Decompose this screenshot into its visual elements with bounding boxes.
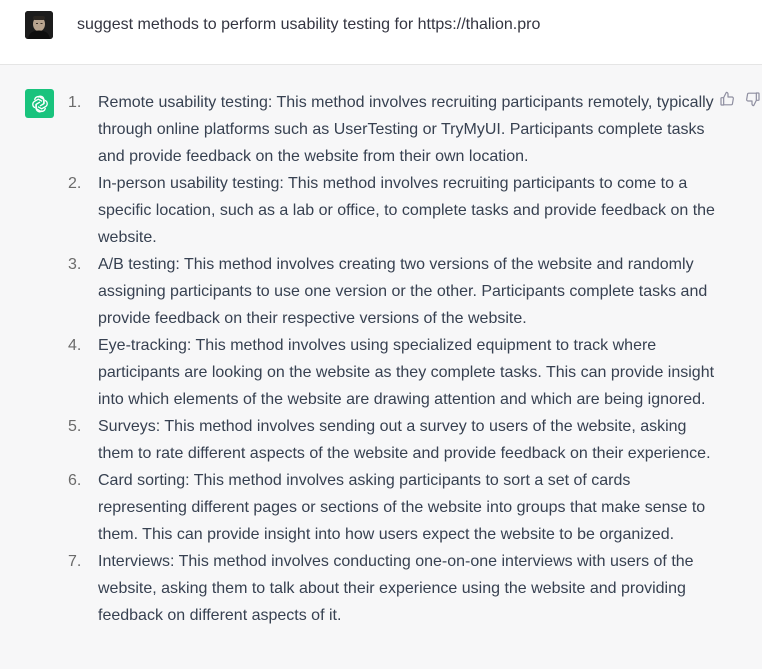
user-message-row (0, 0, 762, 65)
list-item (68, 89, 718, 170)
list-item-number: 2. (68, 175, 82, 192)
list-item-number: 7. (68, 553, 82, 570)
list-item-text: Remote usability testing: This method involves recruiting participants remotely, typically through online platforms such as UserTesting or TryMyUI. Participants complete tasks and provide feedback on the website from their own location. (98, 94, 714, 165)
list-item-text: In-person usability testing: This method involves recruiting participants to come to a specific location, such as a lab or office, to complete tasks and provide feedback on the website. (98, 175, 715, 246)
list-item (68, 170, 718, 251)
openai-logo-icon (30, 94, 50, 114)
feedback-buttons (719, 91, 761, 107)
assistant-message-row (0, 65, 762, 669)
user-avatar (25, 11, 53, 39)
answer-list (68, 89, 718, 629)
list-item-text: Eye-tracking: This method involves using specialized equipment to track where participants are looking on the website as they complete tasks. This can provide insight into which elements of the website are drawing attention and which are being ignored. (98, 337, 715, 408)
list-item (68, 413, 718, 467)
list-item-number: 6. (68, 472, 82, 489)
list-item (68, 467, 718, 548)
user-photo-avatar-icon (25, 11, 53, 39)
assistant-avatar (25, 89, 54, 118)
list-item (68, 251, 718, 332)
list-item (68, 548, 718, 629)
list-item-text: A/B testing: This method involves creating two versions of the website and randomly assigning participants to use one version or the other. Participants complete tasks and provide feedback on their respective versions of the website. (98, 256, 708, 327)
list-item-number: 5. (68, 418, 82, 435)
list-item-number: 4. (68, 337, 82, 354)
user-message-text: suggest methods to perform usability testing for https://thalion.pro (77, 16, 541, 33)
list-item-number: 3. (68, 256, 82, 273)
thumbs-down-icon (745, 91, 761, 107)
thumbs-up-icon (719, 91, 735, 107)
list-item-number: 1. (68, 94, 82, 111)
list-item (68, 332, 718, 413)
list-item-text: Card sorting: This method involves asking participants to sort a set of cards representing different pages or sections of the website into groups that make sense to them. This can provide insight into how users expect the website to be organized. (98, 472, 706, 543)
thumbs-up-button[interactable] (719, 91, 735, 107)
thumbs-down-button[interactable] (745, 91, 761, 107)
list-item-text: Surveys: This method involves sending out a survey to users of the website, asking them to rate different aspects of the website and provide feedback on their experience. (98, 418, 711, 462)
list-item-text: Interviews: This method involves conducting one-on-one interviews with users of the website, asking them to talk about their experience using the website and providing feedback on different aspects of it. (98, 553, 694, 624)
